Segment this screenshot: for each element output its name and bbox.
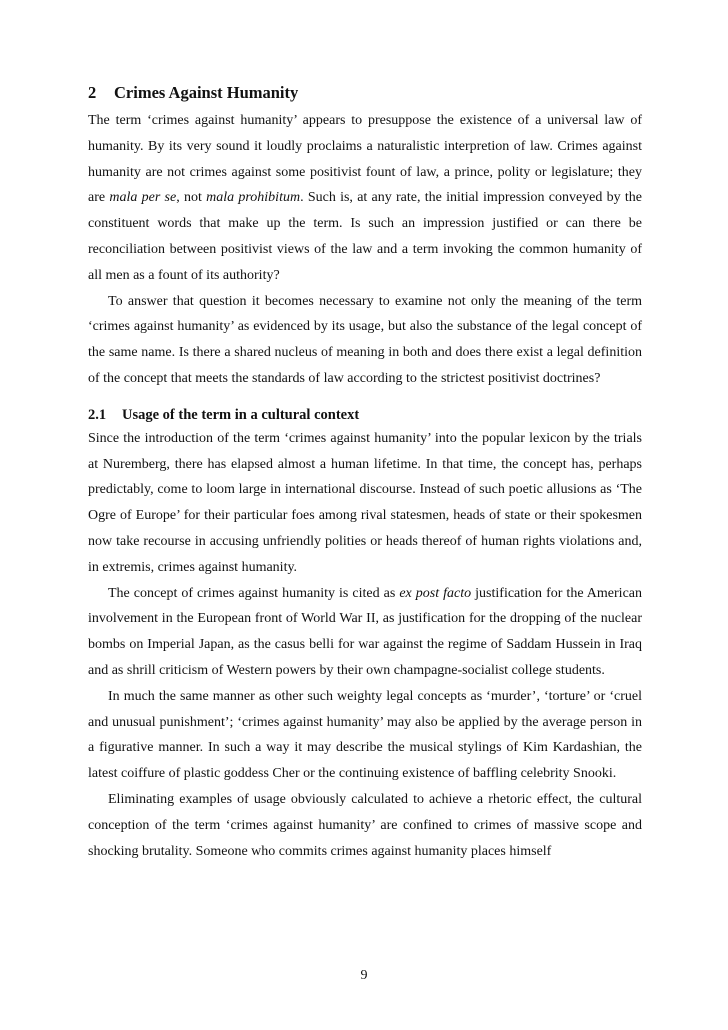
paragraph: Eliminating examples of usage obviously calculated to achieve a rhetoric effect, the cultural conception of the term ‘crimes against humanity’ are confined to crimes of massive scope and shocking brutality. Someone who commits crimes against humanity places himself bbox=[88, 791, 642, 859]
subsection-body bbox=[88, 426, 642, 865]
section-title: Crimes Against Humanity bbox=[114, 83, 299, 102]
paragraph: The term ‘crimes against humanity’ appears to presuppose the existence of a universal law of humanity. By its very sound it loudly proclaims a naturalistic interpretion of law. Crimes against humanity are not crimes against some positivist fount of law, a prince, polity or legislature; they are mala per se, not mala prohibitum. Such is, at any rate, the initial impression conveyed by the constituent words that make up the term. Is such an impression justified or can there be reconciliation between positivist views of the law and a term invoking the common humanity of all men as a fount of its authority? bbox=[88, 113, 642, 283]
paragraph: The concept of crimes against humanity is cited as ex post facto justification for the American involvement in the European front of World War II, as justification for the dropping of the nuclear bombs on Imperial Japan, as the casus belli for war against the regime of Saddam Hussein in Iraq and as shrill criticism of Western powers by their own champagne-socialist college students. bbox=[88, 585, 642, 678]
subsection-title: Usage of the term in a cultural context bbox=[122, 406, 360, 423]
italic-term: mala prohibitum bbox=[206, 190, 301, 206]
page-body bbox=[88, 82, 642, 864]
section-number: 2 bbox=[88, 83, 97, 102]
page-number: 9 bbox=[360, 968, 368, 983]
section-body bbox=[88, 108, 642, 392]
subsection-number: 2.1 bbox=[88, 406, 107, 423]
paragraph: To answer that question it becomes necessary to examine not only the meaning of the term ‘crimes against humanity’ as evidenced by its usage, but also the substance of the legal concept of the same name. Is there a shared nucleus of meaning in both and does there exist a legal definition of the concept that meets the standards of law according to the strictest positivist doctrines? bbox=[88, 293, 642, 386]
paragraph: In much the same manner as other such weighty legal concepts as ‘murder’, ‘torture’ or ‘cruel and unusual punishment’; ‘crimes against humanity’ may also be applied by the average person in a figurative manner. In such a way it may describe the musical stylings of Kim Kardashian, the latest coiffure of plastic goddess Cher or the continuing existence of baffling celebrity Snooki. bbox=[88, 688, 642, 782]
italic-term: mala per se bbox=[109, 190, 177, 206]
paragraph: Since the introduction of the term ‘crimes against humanity’ into the popular lexicon by the trials at Nuremberg, there has elapsed almost a human lifetime. In that time, the concept has, perhaps predictably, come to loom large in international discourse. Instead of such poetic allusions as ‘The Ogre of Europe’ for their particular foes among rival statesmen, heads of state or their spokesmen now take recourse in accusing unfriendly polities or heads thereof of human rights violations and, in extremis, crimes against humanity. bbox=[88, 430, 642, 575]
section-heading bbox=[88, 82, 642, 104]
subsection-heading bbox=[88, 404, 642, 426]
italic-term: ex post facto bbox=[399, 585, 472, 601]
